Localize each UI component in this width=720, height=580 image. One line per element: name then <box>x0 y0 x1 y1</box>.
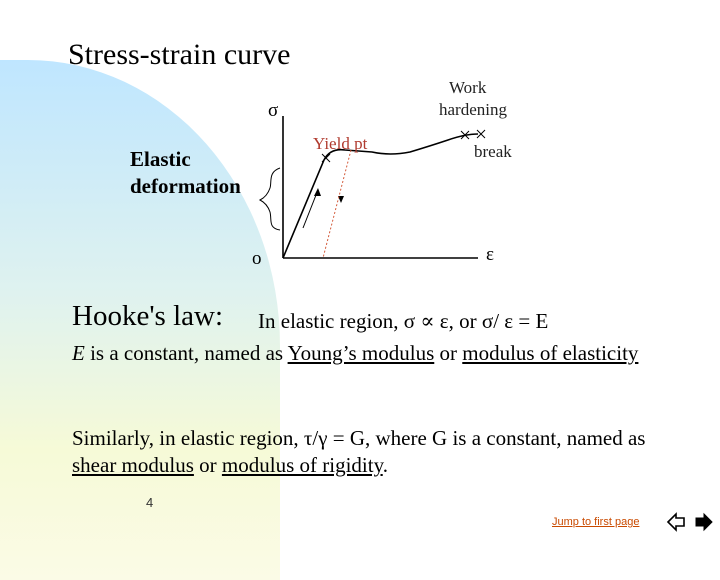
yield-point-label: Yield pt <box>313 134 368 153</box>
back-arrow-icon[interactable] <box>668 514 684 530</box>
navigation-arrows[interactable] <box>666 510 714 534</box>
elastic-deformation-label: Elastic deformation <box>130 147 241 198</box>
offset-guide-line <box>323 150 351 258</box>
slide-title: Stress-strain curve <box>68 38 291 71</box>
loading-arrow-head <box>314 188 321 196</box>
page-number: 4 <box>146 495 154 510</box>
work-hardening-label: Work hardening <box>439 78 507 119</box>
forward-arrow-icon[interactable] <box>696 514 712 530</box>
elastic-brace <box>260 168 280 230</box>
shear-modulus-paragraph: Similarly, in elastic region, τ/γ = G, where G is a constant, named as shear modulus or modulus of rigidity. <box>72 426 646 477</box>
youngs-modulus-paragraph: E is a constant, named as Young’s modulus or modulus of elasticity <box>72 341 639 365</box>
hookes-law-heading: Hooke's law: <box>72 300 224 332</box>
hookes-law-text: In elastic region, σ ∝ ε, or σ/ ε = E <box>258 309 549 333</box>
origin-label: o <box>252 248 262 269</box>
sigma-label: σ <box>268 100 279 121</box>
break-label: break <box>474 142 512 161</box>
epsilon-label: ε <box>486 244 494 265</box>
jump-to-first-page-link[interactable]: Jump to first page <box>552 516 640 528</box>
